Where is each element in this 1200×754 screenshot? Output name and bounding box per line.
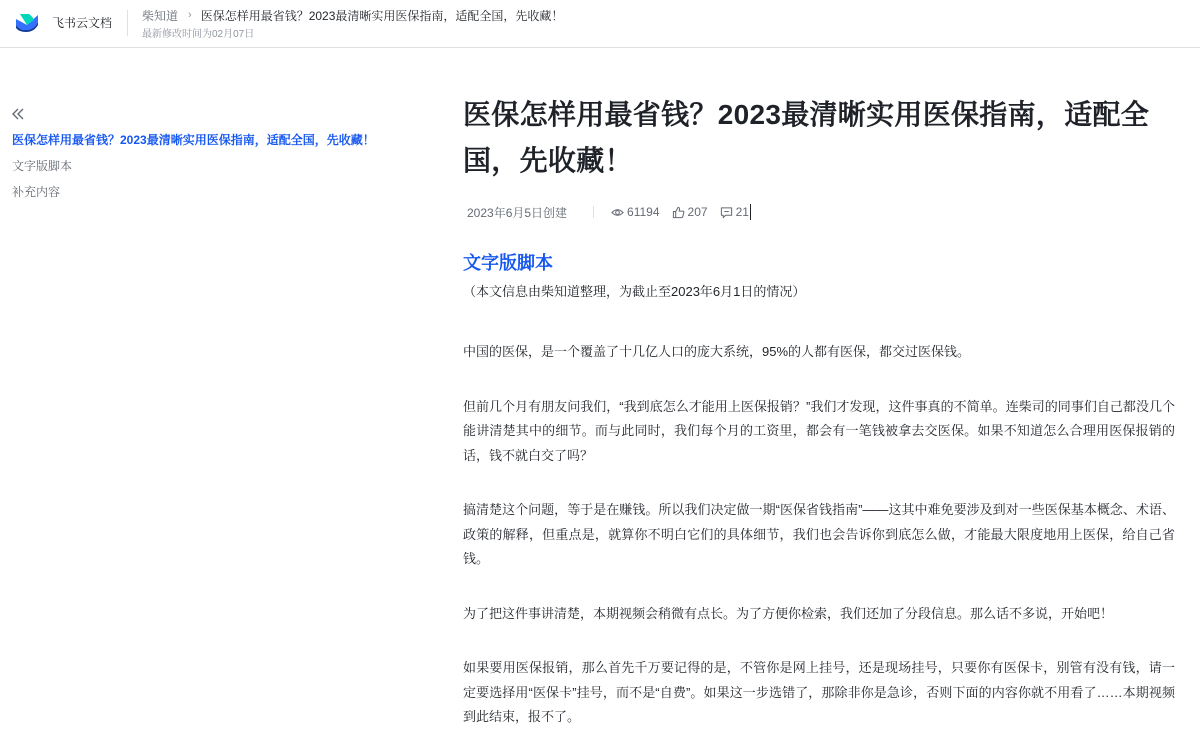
views-stat[interactable] [611,205,659,219]
brand[interactable] [14,10,112,34]
paragraph: 搞清楚这个问题，等于是在赚钱。所以我们决定做一期“医保省钱指南”——这其中难免要涉及到对一些医保基本概念、术语、政策的解释，但重点是，就算你不明白它们的具体细节，我们也会告诉你到底怎么做，才能最大限度地用上医保，给自己省钱。 [463,502,1175,566]
doc-meta [463,203,1175,221]
chevron-right-icon: › [188,9,192,21]
brand-name: 飞书云文档 [52,15,113,30]
created-date: 2023年6月5日创建 [467,205,568,220]
breadcrumb-space[interactable]: 柴知道 [142,8,179,23]
meta-divider [593,206,594,218]
eye-icon [611,206,624,219]
paragraph: 为了把这件事讲清楚，本期视频会稍微有点长。为了方便你检索，我们还加了分段信息。那么话不多说，开始吧！ [463,605,1114,621]
source-note: （本文信息由柴知道整理，为截止至2023年6月1日的情况） [463,284,806,299]
likes-count: 207 [687,205,708,219]
outline-sidebar [12,131,412,209]
breadcrumb [142,6,563,24]
text-cursor [750,204,751,220]
feishu-logo-icon [14,11,40,33]
comment-icon [720,206,733,219]
paragraph: 如果要用医保报销，那么首先千万要记得的是，不管你是网上挂号，还是现场挂号，只要你有医保卡，别管有没有钱，请一定要选择用“医保卡”挂号，而不是“自费”。如果这一步选错了，那除非你是急诊，否则下面的内容你就不用看了……本期视频到此结束，报不了。 [463,660,1175,724]
thumbs-up-icon [672,206,685,219]
breadcrumb-doc-title[interactable]: 医保怎样用最省钱？2023最清晰实用医保指南，适配全国，先收藏！ [200,8,564,23]
outline-item-supplement[interactable]: 补充内容 [12,185,61,199]
outline-item-script[interactable]: 文字版脚本 [12,159,73,173]
outline-item-title[interactable]: 医保怎样用最省钱？2023最清晰实用医保指南，适配全国，先收藏！ [12,133,375,147]
document [463,92,1175,730]
divider [127,10,128,36]
section-heading-script[interactable]: 文字版脚本 [463,253,553,273]
likes-stat[interactable] [672,205,708,219]
paragraph: 中国的医保，是一个覆盖了十几亿人口的庞大系统，95%的人都有医保，都交过医保钱。 [463,344,971,359]
paragraph: 但前几个月有朋友问我们，“我到底怎么才能用上医保报销？”我们才发现，这件事真的不简单。连柴司的同事们自己都没几个能讲清楚其中的细节。而与此同时，我们每个月的工资里，都会有一笔钱被拿去交医保。如果不知道怎么合理用医保报销的话，钱不就白交了吗？ [463,398,1175,463]
double-chevron-left-icon[interactable] [10,106,26,122]
doc-title[interactable]: 医保怎样用最省钱？2023最清晰实用医保指南，适配全国，先收藏！ [463,99,1150,176]
views-count: 61194 [627,205,660,219]
comments-count: 21 [735,205,749,219]
comments-stat[interactable] [720,204,751,220]
last-modified: 最新修改时间为02月07日 [142,29,255,40]
top-bar [0,0,1200,48]
